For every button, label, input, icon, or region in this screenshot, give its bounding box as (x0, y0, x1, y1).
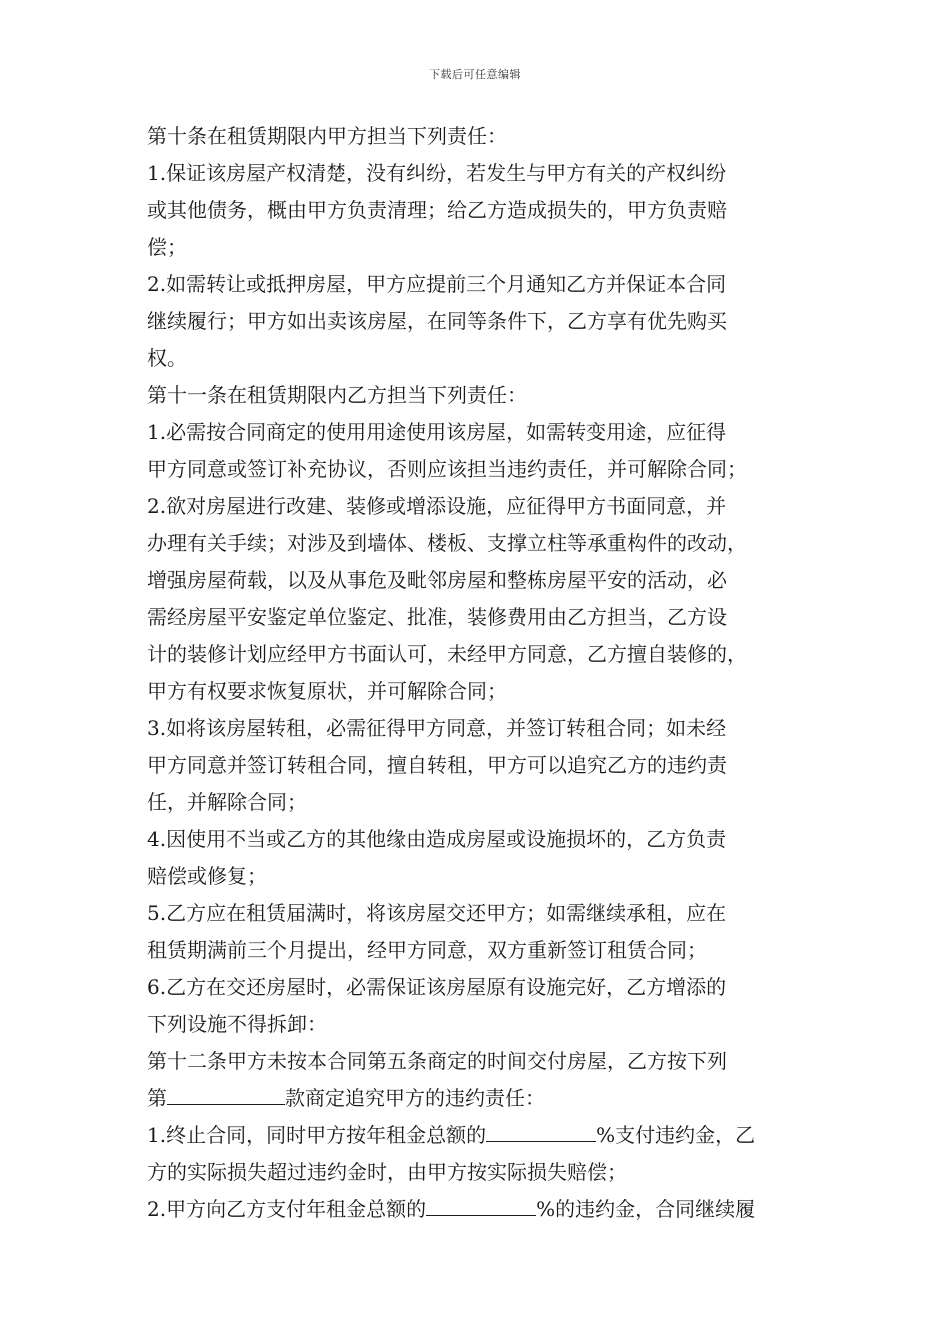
text-line: 第十二条甲方未按本合同第五条商定的时间交付房屋，乙方按下列 (147, 1049, 727, 1073)
text-fragment: 款商定追究甲方的违约责任： (285, 1086, 545, 1110)
text-line: 甲方同意或签订补充协议，否则应该担当违约责任，并可解除合同； (147, 457, 747, 481)
text-line: 赔偿或修复； (147, 864, 267, 888)
contract-body (147, 118, 807, 1228)
fill-in-blank[interactable] (167, 1082, 285, 1105)
text-line: 需经房屋平安鉴定单位鉴定、批准，装修费用由乙方担当，乙方设 (147, 605, 727, 629)
text-fragment: %的违约金，合同继续履 (536, 1197, 756, 1221)
text-line: 第十条在租赁期限内甲方担当下列责任： (147, 124, 507, 148)
text-line: 方的实际损失超过违约金时，由甲方按实际损失赔偿； (147, 1160, 627, 1184)
page-header: 下载后可任意编辑 (429, 68, 521, 81)
text-line: 权。 (147, 346, 187, 370)
text-line-with-blank (147, 1080, 807, 1117)
text-line-with-blank (147, 1117, 807, 1154)
text-line: 计的装修计划应经甲方书面认可，未经甲方同意，乙方擅自装修的， (147, 642, 747, 666)
text-line: 或其他债务，概由甲方负责清理；给乙方造成损失的，甲方负责赔 (147, 198, 727, 222)
text-line: 增强房屋荷载，以及从事危及毗邻房屋和整栋房屋平安的活动，必 (147, 568, 727, 592)
text-fragment: 第 (147, 1086, 167, 1110)
text-fragment: %支付违约金，乙 (596, 1123, 756, 1147)
text-line: 租赁期满前三个月提出，经甲方同意，双方重新签订租赁合同； (147, 938, 707, 962)
fill-in-blank[interactable] (426, 1193, 536, 1216)
text-line: 下列设施不得拆卸： (147, 1012, 327, 1036)
text-fragment: 1.终止合同，同时甲方按年租金总额的 (147, 1123, 487, 1147)
text-line: 办理有关手续；对涉及到墙体、楼板、支撑立柱等承重构件的改动， (147, 531, 747, 555)
text-line: 甲方有权要求恢复原状，并可解除合同； (147, 679, 507, 703)
text-line: 4.因使用不当或乙方的其他缘由造成房屋或设施损坏的，乙方负责 (147, 827, 727, 851)
text-line-with-blank (147, 1191, 807, 1228)
text-line: 甲方同意并签订转租合同，擅自转租，甲方可以追究乙方的违约责 (147, 753, 727, 777)
text-line: 6.乙方在交还房屋时，必需保证该房屋原有设施完好，乙方增添的 (147, 975, 727, 999)
text-line: 1.必需按合同商定的使用用途使用该房屋，如需转变用途，应征得 (147, 420, 727, 444)
text-line: 第十一条在租赁期限内乙方担当下列责任： (147, 383, 527, 407)
text-line: 3.如将该房屋转租，必需征得甲方同意，并签订转租合同；如未经 (147, 716, 727, 740)
text-line: 偿； (147, 235, 187, 259)
text-line: 5.乙方应在租赁届满时，将该房屋交还甲方；如需继续承租，应在 (147, 901, 727, 925)
fill-in-blank[interactable] (486, 1119, 596, 1142)
text-line: 任，并解除合同； (147, 790, 307, 814)
text-fragment: 2.甲方向乙方支付年租金总额的 (147, 1197, 427, 1221)
text-line: 继续履行；甲方如出卖该房屋，在同等条件下，乙方享有优先购买 (147, 309, 727, 333)
text-line: 2.如需转让或抵押房屋，甲方应提前三个月通知乙方并保证本合同 (147, 272, 727, 296)
text-line: 1.保证该房屋产权清楚，没有纠纷，若发生与甲方有关的产权纠纷 (147, 161, 727, 185)
text-line: 2.欲对房屋进行改建、装修或增添设施，应征得甲方书面同意，并 (147, 494, 727, 518)
